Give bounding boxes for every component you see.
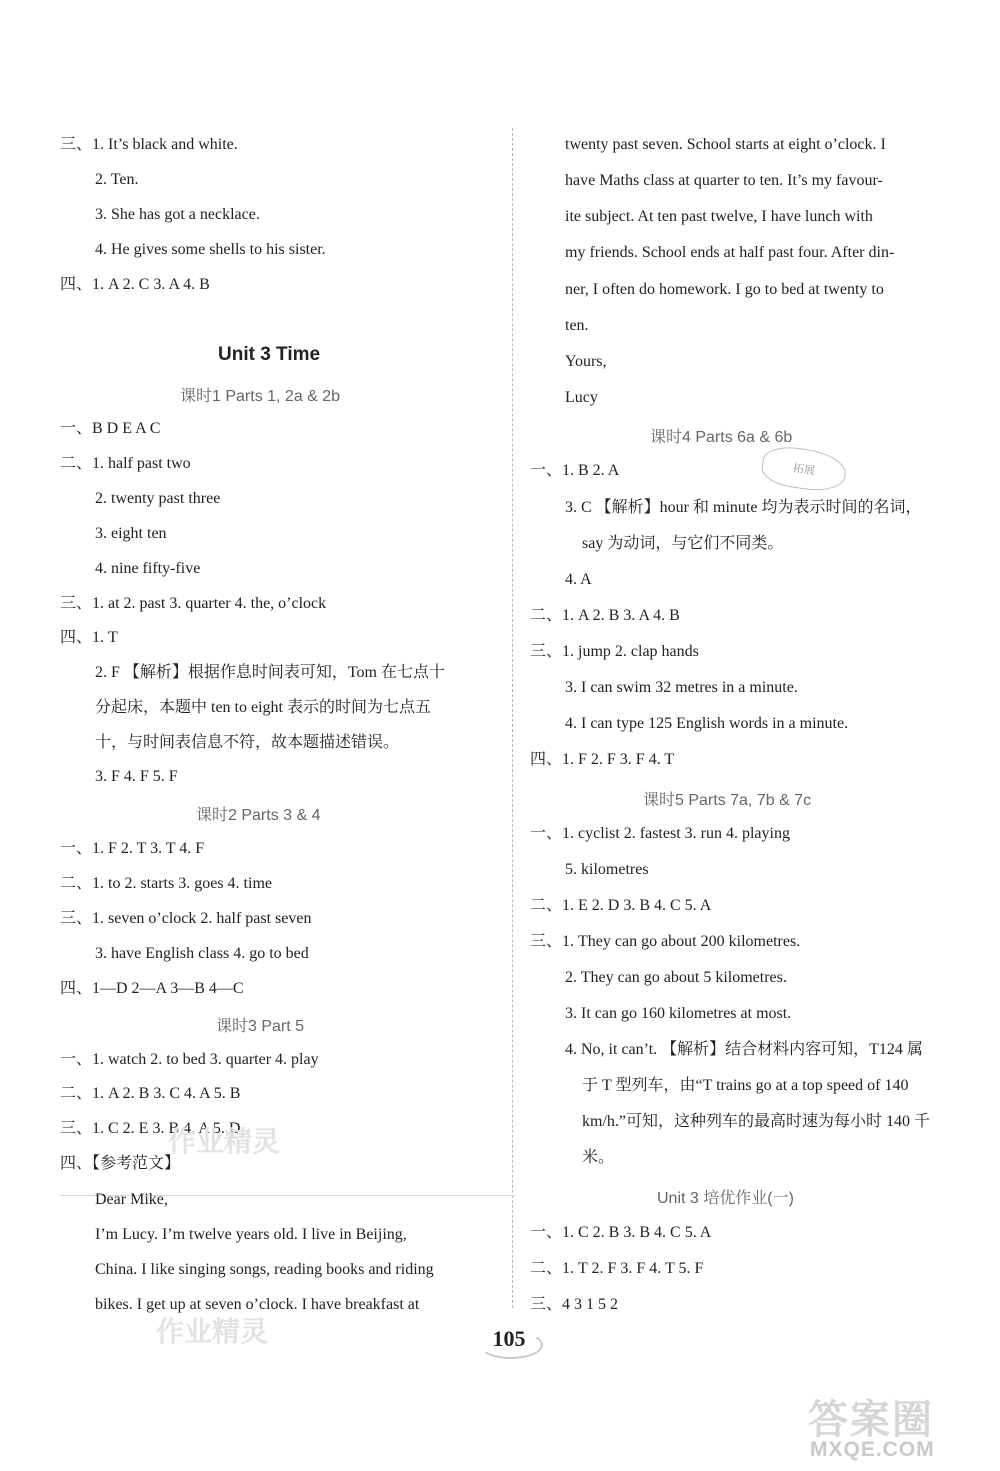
answer-line: 三、1. They can go about 200 kilometres. — [530, 933, 801, 950]
answer-line: Dear Mike, — [95, 1191, 168, 1208]
answer-line: 四、1—D 2—A 3—B 4—C — [60, 980, 244, 997]
answer-line: 3. eight ten — [95, 525, 167, 542]
answer-line: ite subject. At ten past twelve, I have lunch with — [565, 208, 873, 225]
answer-line: 一、1. F 2. T 3. T 4. F — [60, 840, 205, 857]
stamp-text: 拓展 — [792, 462, 816, 478]
answer-line: 3. F 4. F 5. F — [95, 768, 178, 785]
unit-title: Unit 3 Time — [218, 344, 321, 365]
answer-line: 4. No, it can’t. 【解析】结合材料内容可知，T124 属 — [565, 1041, 923, 1058]
column-divider — [512, 128, 513, 1308]
page-number-label: 105 — [492, 1326, 526, 1351]
stamp-mark — [760, 443, 849, 494]
corner-watermark-logo — [808, 1388, 988, 1468]
answer-line: 4. nine fifty-five — [95, 560, 201, 577]
watermark-text-2: 作业精灵 — [156, 1315, 269, 1348]
answer-line: 二、1. half past two — [60, 455, 191, 472]
answer-line: 3. C 【解析】hour 和 minute 均为表示时间的名词， — [565, 499, 922, 516]
answer-line: 2. Ten. — [95, 171, 139, 188]
answer-line: 二、1. A 2. B 3. A 4. B — [530, 607, 680, 624]
answer-line: 一、1. C 2. B 3. B 4. C 5. A — [530, 1224, 712, 1241]
answer-line: 二、1. to 2. starts 3. goes 4. time — [60, 875, 272, 892]
answer-line: 2. F 【解析】根据作息时间表可知，Tom 在七点十 — [95, 664, 446, 681]
answer-line: 4. A — [565, 571, 592, 588]
answer-line: I’m Lucy. I’m twelve years old. I live in Beijing, — [95, 1226, 407, 1243]
answer-line: say 为动词，与它们不同类。 — [582, 535, 784, 552]
answer-line: ten. — [565, 317, 589, 334]
answer-line: 分起床，本题中 ten to eight 表示的时间为七点五 — [95, 699, 431, 716]
answer-line: 三、1. It’s black and white. — [60, 136, 238, 153]
answer-line: 二、1. E 2. D 3. B 4. C 5. A — [530, 897, 712, 914]
page-swoosh-decoration — [479, 1331, 543, 1359]
answer-line: ner, I often do homework. I go to bed at twenty to — [565, 281, 884, 298]
answer-line: km/h.”可知，这种列车的最高时速为每小时 140 千 — [582, 1113, 930, 1130]
answer-line: 三、1. jump 2. clap hands — [530, 643, 699, 660]
answer-line: 2. twenty past three — [95, 490, 221, 507]
answer-line: 四、1. T — [60, 629, 118, 646]
answer-line: China. I like singing songs, reading books and riding — [95, 1261, 434, 1278]
answer-line: 三、1. C 2. E 3. B 4. A 5. D — [60, 1120, 241, 1137]
lesson-header: 课时2 Parts 3 & 4 — [196, 807, 321, 824]
lesson-header: 课时1 Parts 1, 2a & 2b — [180, 388, 341, 405]
lesson-header: 课时4 Parts 6a & 6b — [650, 429, 793, 446]
answer-line: 4. He gives some shells to his sister. — [95, 241, 326, 258]
answer-line: 四、1. A 2. C 3. A 4. B — [60, 276, 210, 293]
answer-line: 4. I can type 125 English words in a minute. — [565, 715, 849, 732]
answer-line: 一、B D E A C — [60, 420, 161, 437]
answer-line: 四、1. F 2. F 3. F 4. T — [530, 751, 675, 768]
answer-line: 2. They can go about 5 kilometres. — [565, 969, 787, 986]
answer-line: Yours, — [565, 353, 607, 370]
answer-line: 3. It can go 160 kilometres at most. — [565, 1005, 792, 1022]
answer-line: 3. have English class 4. go to bed — [95, 945, 309, 962]
answer-line: 一、1. watch 2. to bed 3. quarter 4. play — [60, 1051, 319, 1068]
lesson-header: Unit 3 培优作业(一) — [657, 1190, 794, 1207]
answer-line: 三、1. at 2. past 3. quarter 4. the, o’clock — [60, 595, 327, 612]
lesson-header: 课时5 Parts 7a, 7b & 7c — [643, 792, 812, 809]
lesson-header: 课时3 Part 5 — [216, 1018, 305, 1035]
answer-line: 米。 — [582, 1149, 615, 1166]
answer-line: Lucy — [565, 389, 598, 406]
answer-line: my friends. School ends at half past four. After din- — [565, 244, 895, 261]
answer-line: 四、【参考范文】 — [60, 1155, 181, 1172]
answer-line: 于 T 型列车，由“T trains go at a top speed of 140 — [582, 1077, 909, 1094]
corner-watermark-url: MXQE.COM — [810, 1438, 935, 1461]
answer-line: have Maths class at quarter to ten. It’s my favour- — [565, 172, 883, 189]
answer-line: 3. She has got a necklace. — [95, 206, 260, 223]
answer-line: 一、1. cyclist 2. fastest 3. run 4. playing — [530, 825, 790, 842]
watermark-text: 作业精灵 — [168, 1125, 281, 1158]
answer-line: 三、1. seven o’clock 2. half past seven — [60, 910, 312, 927]
answer-line: twenty past seven. School starts at eight o’clock. I — [565, 136, 886, 153]
page-number — [477, 1321, 541, 1357]
answer-line: 5. kilometres — [565, 861, 649, 878]
answer-line: 二、1. T 2. F 3. F 4. T 5. F — [530, 1260, 704, 1277]
answer-line: 二、1. A 2. B 3. C 4. A 5. B — [60, 1085, 241, 1102]
answer-line: 十，与时间表信息不符，故本题描述错误。 — [95, 734, 400, 751]
answer-line: 3. I can swim 32 metres in a minute. — [565, 679, 798, 696]
answer-line: 三、4 3 1 5 2 — [530, 1296, 619, 1313]
answer-line: 一、1. B 2. A — [530, 462, 620, 479]
answer-line: bikes. I get up at seven o’clock. I have breakfast at — [95, 1296, 420, 1313]
corner-watermark-cn: 答案圈 — [808, 1397, 934, 1443]
